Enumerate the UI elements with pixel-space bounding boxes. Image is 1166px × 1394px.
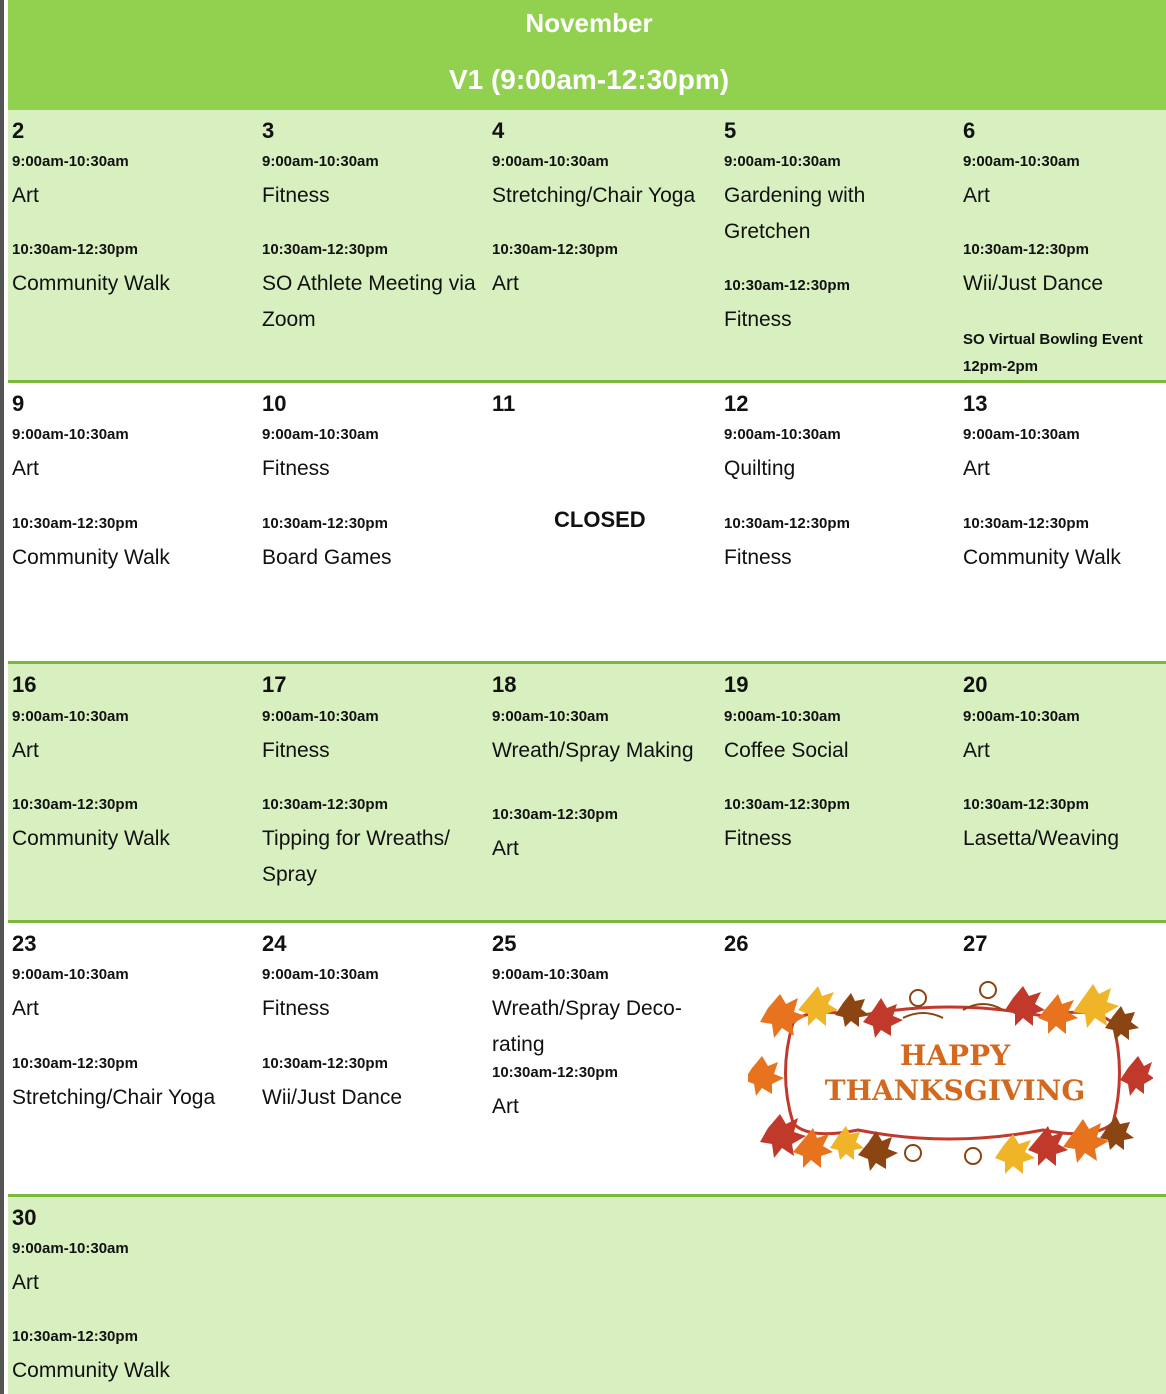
activity: Community Walk: [12, 272, 170, 295]
day-number: 4: [492, 118, 505, 143]
time-slot: 10:30am-12:30pm: [724, 277, 850, 294]
time-slot: 10:30am-12:30pm: [492, 241, 618, 258]
activity: Community Walk: [963, 546, 1121, 569]
time-slot: 10:30am-12:30pm: [262, 515, 388, 532]
day-cell: [720, 110, 959, 380]
activity: Stretching/Chair Yoga: [12, 1086, 216, 1109]
closed-label: CLOSED: [554, 507, 646, 532]
day-number: 11: [492, 391, 516, 416]
day-cell: [959, 110, 1166, 380]
time-slot: 9:00am-10:30am: [262, 153, 379, 170]
thanksgiving-banner: [748, 968, 1153, 1178]
activity: Art: [12, 1271, 39, 1294]
day-cell: [488, 923, 720, 1194]
time-slot: 9:00am-10:30am: [724, 426, 841, 443]
time-slot: 10:30am-12:30pm: [963, 241, 1089, 258]
activity: SO Athlete Meeting via Zoom: [262, 272, 476, 331]
time-slot: 9:00am-10:30am: [724, 153, 841, 170]
time-slot: 9:00am-10:30am: [12, 966, 129, 983]
time-slot: 10:30am-12:30pm: [724, 796, 850, 813]
time-slot: 10:30am-12:30pm: [12, 515, 138, 532]
special-event: SO Virtual Bowling Event: [963, 331, 1143, 348]
activity: Wreath/Spray Making: [492, 739, 694, 762]
day-cell: [258, 383, 488, 661]
activity: Art: [963, 739, 990, 762]
time-slot: 10:30am-12:30pm: [724, 515, 850, 532]
time-slot: 9:00am-10:30am: [262, 426, 379, 443]
week-row: [8, 923, 1166, 1197]
time-slot: 10:30am-12:30pm: [12, 796, 138, 813]
time-slot: 10:30am-12:30pm: [492, 806, 618, 823]
time-slot: 10:30am-12:30pm: [262, 796, 388, 813]
day-cell: [258, 664, 488, 920]
activity: Tipping for Wreaths/ Spray: [262, 827, 450, 886]
day-cell: [8, 383, 258, 661]
day-number: 12: [724, 391, 749, 416]
day-cell: [8, 1197, 258, 1394]
time-slot: 10:30am-12:30pm: [12, 241, 138, 258]
session-title: V1 (9:00am-12:30pm): [448, 64, 730, 95]
day-cell: [488, 110, 720, 380]
day-number: 10: [262, 391, 287, 416]
day-number: 19: [724, 672, 749, 697]
week-row: [8, 110, 1166, 383]
activity: Art: [492, 272, 519, 295]
activity: Board Games: [262, 546, 392, 569]
time-slot: 10:30am-12:30pm: [492, 1064, 618, 1081]
time-slot: 9:00am-10:30am: [963, 708, 1080, 725]
time-slot: 9:00am-10:30am: [963, 153, 1080, 170]
day-number: 16: [12, 672, 37, 697]
special-event-time: 12pm-2pm: [963, 358, 1039, 375]
day-number: 30: [12, 1205, 37, 1230]
activity: Art: [12, 184, 39, 207]
day-number: 25: [492, 931, 517, 956]
day-number: 26: [724, 931, 749, 956]
day-cell: [959, 664, 1166, 920]
day-number: 20: [963, 672, 988, 697]
day-cell: [488, 383, 720, 661]
day-cell: [258, 110, 488, 380]
day-cell: [8, 664, 258, 920]
activity: Coffee Social: [724, 739, 849, 762]
day-cell: [8, 110, 258, 380]
time-slot: 9:00am-10:30am: [12, 708, 129, 725]
time-slot: 10:30am-12:30pm: [12, 1055, 138, 1072]
day-number: 27: [963, 931, 988, 956]
day-number: 24: [262, 931, 287, 956]
week-row: [8, 664, 1166, 923]
month-title: November: [525, 8, 653, 38]
time-slot: 10:30am-12:30pm: [12, 1328, 138, 1345]
activity: Gardening with Gretchen: [724, 184, 866, 243]
day-number: 13: [963, 391, 988, 416]
activity: Community Walk: [12, 546, 170, 569]
activity: Stretching/Chair Yoga: [492, 184, 696, 207]
activity: Fitness: [724, 546, 792, 569]
day-number: 5: [724, 118, 737, 143]
activity: Wii/Just Dance: [963, 272, 1104, 295]
day-cell: [258, 923, 488, 1194]
time-slot: 9:00am-10:30am: [492, 153, 609, 170]
activity: Art: [963, 457, 990, 480]
activity: Fitness: [724, 827, 792, 850]
day-cell: [488, 664, 720, 920]
week-row: [8, 383, 1166, 664]
thanksgiving-text: THANKSGIVING: [824, 1074, 1086, 1107]
week-row: [8, 1197, 1166, 1394]
activity: Art: [12, 997, 39, 1020]
time-slot: 9:00am-10:30am: [262, 966, 379, 983]
activity: Fitness: [262, 457, 330, 480]
time-slot: 9:00am-10:30am: [12, 1240, 129, 1257]
day-number: 6: [963, 118, 976, 143]
day-number: 9: [12, 391, 25, 416]
happy-text: HAPPY: [899, 1039, 1011, 1072]
activity: Art: [492, 1095, 519, 1118]
activity: Lasetta/Weaving: [963, 827, 1120, 850]
time-slot: 9:00am-10:30am: [492, 966, 609, 983]
day-number: 3: [262, 118, 275, 143]
activity: Wreath/Spray Deco-rating: [492, 997, 682, 1056]
time-slot: 10:30am-12:30pm: [963, 796, 1089, 813]
time-slot: 9:00am-10:30am: [12, 153, 129, 170]
activity: Fitness: [262, 184, 330, 207]
day-cell: [720, 664, 959, 920]
activity: Fitness: [262, 739, 330, 762]
leaf-right: [1120, 1056, 1153, 1096]
time-slot: 9:00am-10:30am: [12, 426, 129, 443]
activity: Community Walk: [12, 1359, 170, 1382]
activity: Wii/Just Dance: [262, 1086, 403, 1109]
activity: Art: [963, 184, 990, 207]
activity: Art: [12, 739, 39, 762]
activity: Art: [12, 457, 39, 480]
day-cell: [959, 383, 1166, 661]
day-number: 17: [262, 672, 287, 697]
calendar-header: [8, 0, 1166, 113]
day-cell: [720, 383, 959, 661]
day-number: 18: [492, 672, 517, 697]
leaf-left: [748, 1056, 784, 1096]
time-slot: 10:30am-12:30pm: [262, 1055, 388, 1072]
activity: Fitness: [262, 997, 330, 1020]
time-slot: 9:00am-10:30am: [724, 708, 841, 725]
activity: Community Walk: [12, 827, 170, 850]
time-slot: 10:30am-12:30pm: [262, 241, 388, 258]
day-cell: [8, 923, 258, 1194]
time-slot: 10:30am-12:30pm: [963, 515, 1089, 532]
time-slot: 9:00am-10:30am: [492, 708, 609, 725]
banner-frame: [786, 1007, 1120, 1139]
activity: Fitness: [724, 308, 792, 331]
time-slot: 9:00am-10:30am: [963, 426, 1080, 443]
activity: Art: [492, 837, 519, 860]
time-slot: 9:00am-10:30am: [262, 708, 379, 725]
day-number: 23: [12, 931, 37, 956]
day-number: 2: [12, 118, 25, 143]
activity: Quilting: [724, 457, 796, 480]
